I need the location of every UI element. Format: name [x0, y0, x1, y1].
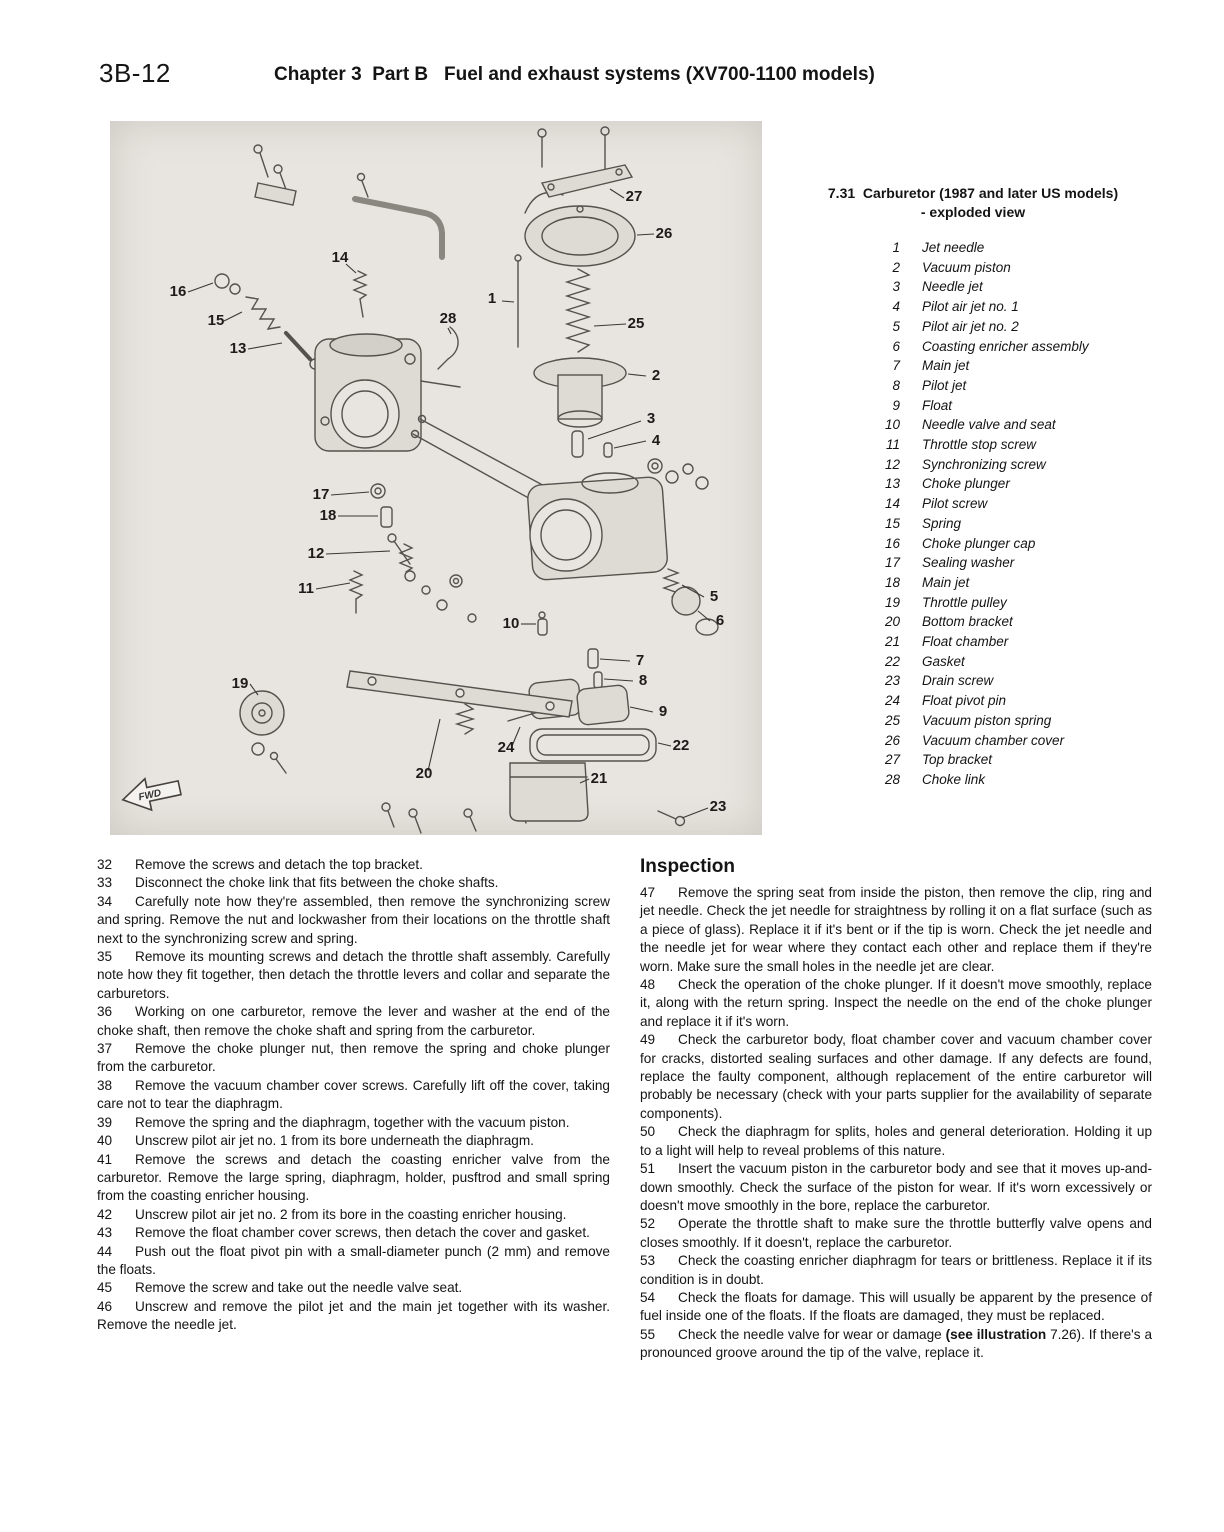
step-number: 54: [640, 1289, 656, 1305]
callout-3: 3: [646, 410, 656, 427]
step-number: 44: [97, 1243, 113, 1259]
callout-7: 7: [635, 652, 645, 669]
part-label: Choke plunger: [922, 476, 1010, 492]
parts-list-item: [872, 632, 1151, 652]
step-number: 47: [640, 885, 656, 900]
step-text: Push out the float pivot pin with a small-diameter punch (2 mm) and remove the floats.: [97, 1243, 610, 1277]
step-number: 50: [640, 1124, 656, 1140]
step-text: Check the carburetor body, float chamber cover and vacuum chamber cover for cracks, distorted sealing surfaces and other damage. If any defects are found, replace the faulty component, although replacement of the entire carburetor will probably be necessary (check with your parts supplier for the availability of separate components).: [640, 1032, 1152, 1121]
callout-24: 24: [497, 739, 515, 756]
part-label: Needle jet: [922, 279, 983, 295]
part-number: 25: [884, 712, 900, 728]
step-paragraph: [97, 1279, 610, 1297]
callout-27: 27: [625, 188, 643, 205]
step-number: 43: [97, 1225, 113, 1241]
part-number: 4: [892, 299, 900, 315]
part-label: Throttle pulley: [922, 594, 1007, 610]
step-number: 38: [97, 1077, 113, 1093]
part-number: 14: [884, 496, 900, 512]
step-number: 33: [97, 875, 113, 891]
step-text: Insert the vacuum piston in the carburetor body and see that it moves up-and-down smoothly. Check the surface of the piston for wear. If it's worn excessively or doesn't move smoothly in the bore, replace the carburetor.: [640, 1161, 1152, 1213]
parts-list-item: [872, 534, 1151, 554]
part-number: 12: [884, 456, 900, 472]
exploded-view-figure: [110, 121, 762, 835]
part-label: Spring: [922, 515, 962, 531]
step-text: Check the diaphragm for splits, holes and general deterioration. Holding it up to a light will help to reveal problems of this nature.: [640, 1124, 1152, 1158]
step-paragraph: [640, 1252, 1152, 1289]
step-number: 51: [640, 1161, 656, 1177]
part-number: 20: [884, 614, 900, 630]
callout-14: 14: [331, 249, 349, 266]
part-label: Top bracket: [922, 752, 993, 768]
chapter-title: Chapter 3 Part B Fuel and exhaust systems (XV700-1100 models): [274, 64, 875, 85]
step-number: 36: [97, 1004, 113, 1020]
step-paragraph: [640, 976, 1152, 1031]
parts-list-item: [872, 337, 1151, 357]
parts-list-item: [872, 376, 1151, 396]
parts-list-item: [872, 317, 1151, 337]
parts-list: [795, 238, 1151, 790]
step-paragraph: [640, 1289, 1152, 1326]
part-label: Drain screw: [922, 673, 994, 689]
step-paragraph: [640, 1326, 1152, 1363]
step-number: 41: [97, 1151, 113, 1167]
step-number: 53: [640, 1253, 656, 1269]
step-number: 35: [97, 949, 113, 965]
part-label: Vacuum chamber cover: [922, 732, 1065, 748]
step-text: Remove the spring and the diaphragm, together with the vacuum piston.: [135, 1114, 570, 1130]
step-bold-reference: (see illustration: [945, 1326, 1047, 1342]
part-label: Bottom bracket: [922, 614, 1013, 630]
part-label: Jet needle: [922, 240, 985, 255]
step-text: Unscrew pilot air jet no. 2 from its bore in the coasting enricher housing.: [135, 1206, 567, 1222]
part-label: Gasket: [922, 653, 965, 669]
step-number: 48: [640, 977, 656, 993]
part-number: 15: [884, 515, 900, 531]
part-number: 9: [892, 397, 900, 413]
step-text: Check the operation of the choke plunger. If it doesn't move smoothly, replace it, along with the return spring. Inspect the needle on the end of the choke plunger and replace it if it's worn.: [640, 977, 1152, 1029]
step-paragraph: [97, 1151, 610, 1206]
fwd-arrow: [119, 772, 182, 815]
callout-19: 19: [231, 675, 249, 692]
step-paragraph: [97, 1224, 610, 1242]
callout-22: 22: [672, 737, 690, 754]
part-label: Synchronizing screw: [922, 456, 1046, 472]
part-label: Needle valve and seat: [922, 417, 1056, 433]
part-label: Pilot air jet no. 2: [922, 318, 1019, 334]
parts-list-item: [872, 652, 1151, 672]
part-label: Pilot screw: [922, 496, 988, 512]
callout-5: 5: [709, 588, 719, 605]
step-paragraph: [640, 1215, 1152, 1252]
part-label: Main jet: [922, 358, 970, 374]
step-number: 40: [97, 1133, 113, 1149]
figure-caption: [795, 184, 1151, 790]
parts-list-item: [872, 691, 1151, 711]
step-text: Working on one carburetor, remove the lever and washer at the end of the choke shaft, then remove the choke shaft and spring from the carburetor.: [97, 1004, 610, 1038]
part-number: 3: [892, 279, 900, 295]
callout-16: 16: [169, 283, 187, 300]
parts-list-item: [872, 770, 1151, 790]
parts-list-item: [872, 612, 1151, 632]
part-number: 8: [892, 377, 900, 393]
step-text-tail: 7.26). If there's a pronounced groove around the tip of the valve, replace it.: [640, 1326, 1152, 1361]
step-paragraph: [97, 856, 610, 874]
part-number: 1: [892, 240, 900, 255]
part-label: Float chamber: [922, 634, 1009, 650]
step-number: 39: [97, 1114, 113, 1130]
part-number: 19: [884, 594, 900, 610]
part-number: 2: [892, 259, 900, 275]
part-label: Pilot air jet no. 1: [922, 299, 1019, 315]
callout-15: 15: [207, 312, 225, 329]
callout-12: 12: [307, 545, 325, 562]
step-number: 32: [97, 857, 113, 872]
part-number: 27: [884, 752, 900, 768]
part-label: Pilot jet: [922, 377, 967, 393]
carburetor-exploded-diagram: [110, 121, 762, 835]
callout-11: 11: [298, 580, 314, 597]
part-number: 21: [884, 634, 900, 650]
step-text: Check the floats for damage. This will usually be apparent by the presence of fuel inside one of the floats. If the floats are damaged, they must be replaced.: [640, 1289, 1152, 1324]
callout-26: 26: [655, 225, 673, 242]
part-number: 11: [885, 437, 900, 453]
step-text: Disconnect the choke link that fits between the choke shafts.: [135, 875, 499, 891]
part-label: Float: [922, 397, 953, 413]
diagram-shapes: [215, 127, 718, 833]
parts-list-item: [872, 258, 1151, 278]
part-number: 22: [884, 653, 900, 669]
step-number: 34: [97, 893, 113, 909]
part-label: Choke plunger cap: [922, 535, 1036, 551]
step-paragraph: [97, 1040, 610, 1077]
callout-21: 21: [590, 770, 608, 787]
part-number: 6: [892, 338, 900, 354]
inspection-heading: Inspection: [640, 856, 736, 877]
callout-9: 9: [658, 703, 668, 720]
step-paragraph: [97, 1077, 610, 1114]
part-label: Main jet: [922, 574, 970, 590]
step-number: 55: [640, 1326, 656, 1342]
step-paragraph: [97, 1243, 610, 1280]
part-number: 10: [884, 417, 900, 433]
step-text: Unscrew and remove the pilot jet and the main jet together with its washer. Remove the needle jet.: [97, 1298, 610, 1333]
callout-23: 23: [709, 798, 727, 815]
callout-8: 8: [638, 672, 648, 689]
callout-6: 6: [715, 612, 725, 629]
callout-4: 4: [651, 432, 661, 449]
step-paragraph: [97, 1132, 610, 1150]
step-text: Operate the throttle shaft to make sure the throttle butterfly valve opens and closes smoothly. If it doesn't, replace the carburetor.: [640, 1216, 1152, 1250]
step-paragraph: [97, 1114, 610, 1132]
part-number: 7: [892, 358, 900, 374]
vacuum-chamber-cover-shape: [525, 206, 635, 266]
fwd-label: FWD: [137, 787, 163, 804]
part-label: Throttle stop screw: [922, 437, 1037, 453]
part-number: 23: [884, 673, 900, 689]
part-label: Coasting enricher assembly: [922, 338, 1089, 354]
step-text: Check the coasting enricher diaphragm for tears or brittleness. Replace it if its condition is in doubt.: [640, 1253, 1152, 1287]
step-number: 46: [97, 1298, 113, 1314]
callout-18: 18: [319, 507, 337, 524]
left-carburetor-body-shape: [315, 334, 460, 451]
float-chamber-shape: [510, 763, 588, 821]
step-text: Remove the screws and detach the top bracket.: [135, 857, 423, 872]
parts-list-item: [872, 455, 1151, 475]
parts-list-item: [872, 356, 1151, 376]
parts-list-item: [872, 396, 1151, 416]
step-text: Remove the vacuum chamber cover screws. Carefully lift off the cover, taking care not to tear the diaphragm.: [97, 1077, 610, 1112]
step-paragraph: [97, 948, 610, 1003]
step-paragraph: [97, 1298, 610, 1335]
part-number: 13: [884, 476, 900, 492]
parts-list-item: [872, 238, 1151, 258]
parts-list-item: [872, 435, 1151, 455]
part-number: 16: [884, 535, 900, 551]
step-paragraph: [640, 1160, 1152, 1215]
figure-caption-title-line1: 7.31 Carburetor (1987 and later US models): [827, 185, 1119, 201]
callout-2: 2: [651, 367, 661, 384]
throttle-pulley-shape: [240, 691, 286, 773]
callout-28: 28: [439, 310, 457, 327]
part-label: Vacuum piston: [922, 259, 1011, 275]
parts-list-item: [872, 711, 1151, 731]
parts-list-item: [872, 297, 1151, 317]
step-text: Check the needle valve for wear or damage: [678, 1326, 946, 1342]
step-paragraph: [97, 893, 610, 948]
step-paragraph: [97, 874, 610, 892]
parts-list-item: [872, 474, 1151, 494]
part-label: Sealing washer: [922, 555, 1015, 571]
part-label: Choke link: [922, 771, 986, 787]
step-paragraph: [97, 1003, 610, 1040]
step-paragraph: [640, 1123, 1152, 1160]
part-number: 24: [884, 693, 900, 709]
step-number: 37: [97, 1041, 113, 1057]
callout-20: 20: [415, 765, 433, 782]
parts-list-item: [872, 593, 1151, 613]
parts-list-item: [872, 277, 1151, 297]
callout-1: 1: [487, 290, 497, 307]
center-carburetor-body-shape: [527, 473, 668, 581]
callout-10: 10: [502, 615, 520, 632]
parts-list-item: [872, 415, 1151, 435]
parts-list-item: [872, 750, 1151, 770]
parts-list-item: [872, 553, 1151, 573]
part-label: Vacuum piston spring: [922, 712, 1052, 728]
step-text: Unscrew pilot air jet no. 1 from its bore underneath the diaphragm.: [135, 1133, 534, 1149]
step-paragraph: [640, 1031, 1152, 1123]
step-text: Remove the screws and detach the coasting enricher valve from the carburetor. Remove the large spring, diaphragm, holder, pusftrod and small spring from the coasting enricher housing.: [97, 1151, 610, 1204]
left-text-column: [97, 856, 610, 1335]
step-paragraph: [97, 1206, 610, 1224]
parts-list-item: [872, 573, 1151, 593]
part-number: 17: [884, 555, 900, 571]
step-number: 42: [97, 1206, 113, 1222]
step-text: Remove the choke plunger nut, then remove the spring and choke plunger from the carburetor.: [97, 1041, 610, 1075]
part-number: 26: [884, 732, 900, 748]
callout-13: 13: [229, 340, 247, 357]
step-text: Remove its mounting screws and detach the throttle shaft assembly. Carefully note how they fit together, then detach the throttle levers and collar and separate the carburetors.: [97, 949, 610, 1001]
parts-list-item: [872, 671, 1151, 691]
parts-list-item: [872, 514, 1151, 534]
figure-caption-title-line2: - exploded view: [920, 204, 1026, 220]
step-text: Carefully note how they're assembled, then remove the synchronizing screw and spring. Remove the nut and lockwasher from their locations on the throttle shaft next to the synchronizing screw and spring.: [97, 893, 610, 946]
callout-25: 25: [627, 315, 645, 332]
step-paragraph: [640, 884, 1152, 976]
callout-17: 17: [312, 486, 330, 503]
step-number: 45: [97, 1280, 113, 1296]
step-number: 52: [640, 1216, 656, 1232]
step-number: 49: [640, 1032, 656, 1048]
right-text-column: [640, 856, 1152, 1363]
step-text: Remove the float chamber cover screws, then detach the cover and gasket.: [135, 1225, 590, 1241]
part-number: 18: [884, 574, 900, 590]
part-number: 5: [892, 318, 900, 334]
page-number: 3B-12: [99, 58, 171, 88]
part-label: Float pivot pin: [922, 693, 1007, 709]
parts-list-item: [872, 494, 1151, 514]
parts-list-item: [872, 731, 1151, 751]
part-number: 28: [884, 771, 900, 787]
vacuum-piston-shape: [534, 358, 626, 427]
step-text: Remove the spring seat from inside the piston, then remove the clip, ring and jet needle. Check the jet needle for straightness by rolling it on a flat surface (such as a piece of glass). Replace it if it's bent or if the tip is worn. Check the jet needle and the needle jet for wear where they contact each other and replace them if they're worn. Make sure the small holes in the needle jet are clear.: [640, 885, 1152, 974]
inspection-paragraphs: [640, 884, 1152, 1363]
step-text: Remove the screw and take out the needle valve seat.: [135, 1280, 463, 1296]
